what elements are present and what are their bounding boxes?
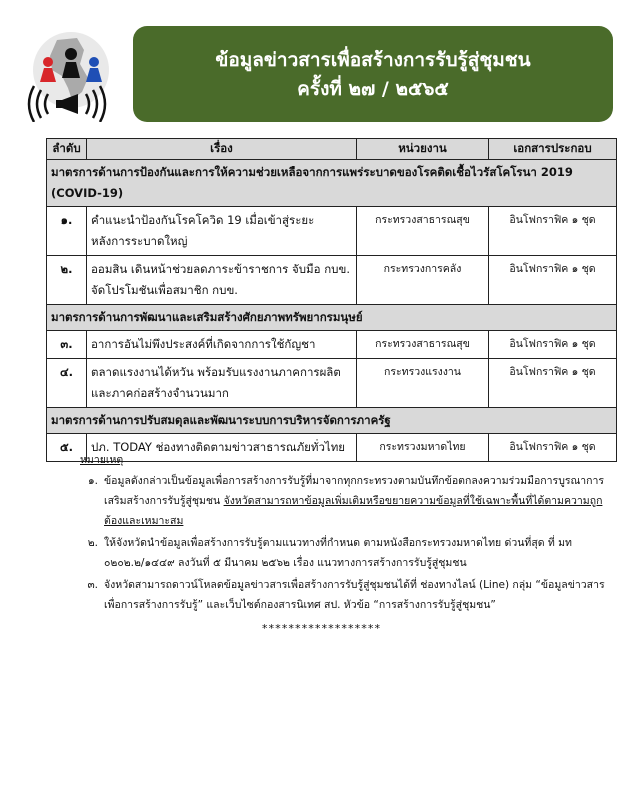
row-subject-line: คำแนะนำป้องกันโรคโควิด 19 เมื่อเข้าสู่ระยะ — [91, 213, 315, 227]
row-subject-line: ตลาดแรงงานได้หวัน พร้อมรับแรงงานภาคการผลิต — [91, 365, 341, 379]
page-title: ข้อมูลข่าวสารเพื่อสร้างการรับรู้สู่ชุมชน — [215, 49, 531, 71]
row-number: ๑. — [47, 207, 87, 256]
news-table — [46, 138, 617, 462]
note-text-part: ข้อมูลดังกล่าวเป็นข้อมูลเพื่อการสร้างการรับรู้ที่มาจากทุกกระทรวงตามบันทึกข้อตกลงความร่วมมือการบูรณาการเสริมสร้างการรับรู้สู่ชุมชน — [104, 475, 605, 507]
row-agency: กระทรวงแรงงาน — [357, 359, 489, 408]
row-subject-line: ออมสิน เดินหน้าช่วยลดภาระข้าราชการ จับมือ กบข. — [91, 262, 350, 276]
row-subject — [87, 207, 357, 256]
note-text: จังหวัดสามารถดาวน์โหลดข้อมูลข่าวสารเพื่อสร้างการรับรู้สู่ชุมชนได้ที่ ช่องทางไลน์ (Line) กลุ่ม “ข้อมูลข่าวสารเพื่อการสร้างการรับรู้” และเว็บไซต์กองสารนิเทศ สป. หัวข้อ “การสร้างการรับรู้สู่ชุมชน” — [104, 579, 605, 611]
section-title: มาตรการด้านการพัฒนาและเสริมสร้างศักยภาพทรัพยากรมนุษย์ — [47, 305, 617, 331]
section-row — [47, 305, 617, 331]
note-number: ๒. — [87, 537, 98, 549]
row-agency: กระทรวงสาธารณสุข — [357, 207, 489, 256]
note-text: ให้จังหวัดนำข้อมูลเพื่อสร้างการรับรู้ตามแนวทางที่กำหนด ตามหนังสือกระทรวงมหาดไทย ด่วนที่สุด ที่ มท ๐๒๐๒.๒/๑๔๔๙ ลงวันที่ ๕ มีนาคม ๒๕๖๒ เรื่อง แนวทางการสร้างการรับรู้สู่ชุมชน — [104, 537, 572, 569]
row-doc: อินโฟกราฟิค ๑ ชุด — [489, 331, 617, 359]
row-number: ๒. — [47, 256, 87, 305]
row-doc: อินโฟกราฟิค ๑ ชุด — [489, 434, 617, 462]
col-header-doc: เอกสารประกอบ — [489, 139, 617, 160]
col-header-no: ลำดับ — [47, 139, 87, 160]
section-row — [47, 408, 617, 434]
row-subject-line: หลังการระบาดใหญ่ — [91, 234, 188, 248]
end-divider: ****************** — [261, 622, 381, 635]
issue-number: ครั้งที่ ๒๗ / ๒๕๖๕ — [297, 78, 449, 100]
row-subject-line: จัดโปรโมชันเพื่อสมาชิก กบข. — [91, 283, 238, 297]
row-number: ๓. — [47, 331, 87, 359]
section-title: มาตรการด้านการป้องกันและการให้ความช่วยเหลือจากการแพร่ระบาดของโรคติดเชื้อไวรัสโคโรนา 2019 (COVID-19) — [47, 160, 617, 207]
row-subject — [87, 331, 357, 359]
row-number: ๕. — [47, 434, 87, 462]
table-row — [47, 359, 617, 408]
row-doc: อินโฟกราฟิค ๑ ชุด — [489, 359, 617, 408]
notes-section — [80, 450, 615, 617]
notes-title: หมายเหตุ — [80, 454, 124, 466]
note-text — [104, 471, 615, 531]
row-doc: อินโฟกราฟิค ๑ ชุด — [489, 207, 617, 256]
title-banner — [133, 26, 613, 122]
col-header-agency: หน่วยงาน — [357, 139, 489, 160]
people-map-broadcast-logo — [22, 30, 120, 122]
row-number: ๔. — [47, 359, 87, 408]
row-subject-line: ปภ. TODAY ช่องทางติดตามข่าวสาธารณภัยทั่วไทย — [91, 440, 346, 454]
row-subject-line: อาการอันไม่พึงประสงค์ที่เกิดจากการใช้กัญชา — [91, 337, 316, 351]
row-doc: อินโฟกราฟิค ๑ ชุด — [489, 256, 617, 305]
row-agency: กระทรวงการคลัง — [357, 256, 489, 305]
row-agency: กระทรวงสาธารณสุข — [357, 331, 489, 359]
table-row — [47, 331, 617, 359]
row-subject — [87, 359, 357, 408]
note-item — [80, 533, 615, 573]
table-header-row — [47, 139, 617, 160]
col-header-subject: เรื่อง — [87, 139, 357, 160]
row-subject-line: และภาคก่อสร้างจำนวนมาก — [91, 386, 229, 400]
table-row — [47, 207, 617, 256]
note-text-underlined: จังหวัดสามารถหาข้อมูลเพิ่มเติมหรือขยายความข้อมูลที่ใช้เฉพาะพื้นที่ได้ตามความถูกต้องและเหมาะสม — [104, 495, 603, 527]
note-item — [80, 575, 615, 615]
section-title: มาตรการด้านการปรับสมดุลและพัฒนาระบบการบริหารจัดการภาครัฐ — [47, 408, 617, 434]
note-number: ๓. — [87, 579, 98, 591]
table-row — [47, 256, 617, 305]
note-item — [80, 471, 615, 531]
section-row — [47, 160, 617, 207]
row-subject — [87, 256, 357, 305]
note-number: ๑. — [87, 475, 98, 487]
row-agency: กระทรวงมหาดไทย — [357, 434, 489, 462]
